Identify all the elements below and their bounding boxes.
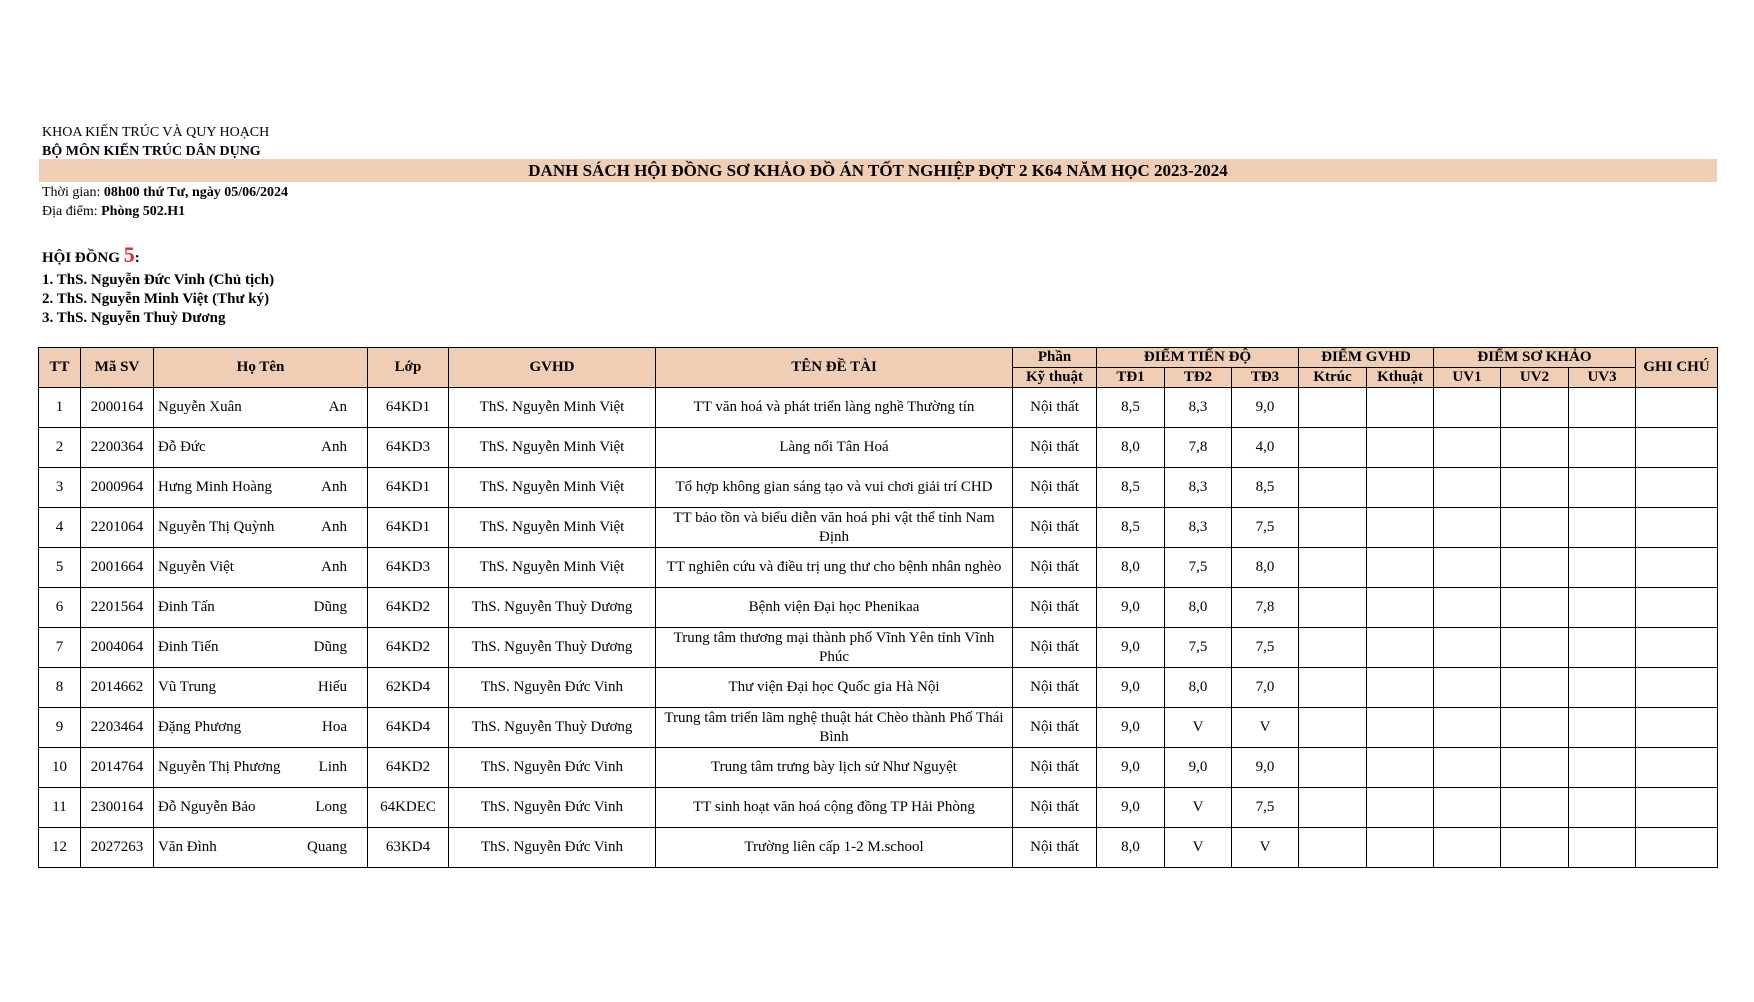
cell-de-tai: TT sinh hoạt văn hoá cộng đồng TP Hải Phòng [656, 788, 1013, 828]
cell-td1: 9,0 [1097, 628, 1165, 668]
table-body [39, 388, 1718, 868]
cell-td2: V [1165, 828, 1232, 868]
cell-ghi-chu [1636, 588, 1718, 628]
cell-ky-thuat: Nội thất [1013, 828, 1097, 868]
cell-ten: Anh [321, 559, 347, 575]
cell-tt: 10 [39, 748, 81, 788]
cell-ky-thuat: Nội thất [1013, 428, 1097, 468]
cell-td3: 7,5 [1232, 508, 1299, 548]
table-row [39, 428, 1718, 468]
header-ktruc: Ktrúc [1299, 368, 1367, 388]
cell-td2: V [1165, 788, 1232, 828]
cell-tt: 2 [39, 428, 81, 468]
cell-tt: 4 [39, 508, 81, 548]
table-row [39, 548, 1718, 588]
council-member-3: 3. ThS. Nguyễn Thuỳ Dương [42, 310, 226, 326]
cell-lop: 64KD3 [368, 428, 449, 468]
cell-uv3 [1569, 788, 1636, 828]
cell-ho-ten [154, 788, 368, 828]
cell-lop: 64KD1 [368, 468, 449, 508]
cell-ghi-chu [1636, 388, 1718, 428]
cell-ma-sv: 2300164 [81, 788, 154, 828]
cell-ma-sv: 2200364 [81, 428, 154, 468]
cell-ho: Nguyễn Xuân [158, 399, 242, 415]
cell-td2: 7,5 [1165, 548, 1232, 588]
header-td2: TĐ2 [1165, 368, 1232, 388]
cell-td3: 9,0 [1232, 388, 1299, 428]
cell-ktruc [1299, 428, 1367, 468]
cell-td2: 8,3 [1165, 468, 1232, 508]
cell-tt: 5 [39, 548, 81, 588]
header-diem-tien-do: ĐIỂM TIẾN ĐỘ [1097, 348, 1299, 368]
cell-ma-sv: 2027263 [81, 828, 154, 868]
cell-ho: Đinh Tiến [158, 639, 219, 655]
cell-ho-ten [154, 708, 368, 748]
cell-uv3 [1569, 668, 1636, 708]
cell-ktruc [1299, 388, 1367, 428]
cell-ky-thuat: Nội thất [1013, 588, 1097, 628]
cell-uv1 [1434, 468, 1501, 508]
cell-lop: 64KD3 [368, 548, 449, 588]
header-diem-gvhd: ĐIỂM GVHD [1299, 348, 1434, 368]
council-number: 5 [123, 242, 135, 267]
cell-td2: 7,8 [1165, 428, 1232, 468]
cell-ghi-chu [1636, 628, 1718, 668]
header-uv2: UV2 [1501, 368, 1569, 388]
cell-ktruc [1299, 748, 1367, 788]
cell-ghi-chu [1636, 748, 1718, 788]
cell-de-tai: TT văn hoá và phát triển làng nghề Thường tín [656, 388, 1013, 428]
cell-ky-thuat: Nội thất [1013, 388, 1097, 428]
cell-uv1 [1434, 788, 1501, 828]
cell-ho-ten [154, 668, 368, 708]
cell-uv3 [1569, 628, 1636, 668]
cell-uv3 [1569, 548, 1636, 588]
cell-ghi-chu [1636, 548, 1718, 588]
cell-gvhd: ThS. Nguyễn Minh Việt [449, 388, 656, 428]
cell-td3: 7,5 [1232, 788, 1299, 828]
cell-td3: 7,5 [1232, 628, 1299, 668]
cell-de-tai: Thư viện Đại học Quốc gia Hà Nội [656, 668, 1013, 708]
place-label: Địa điểm: [42, 204, 102, 219]
cell-ktruc [1299, 828, 1367, 868]
student-table [38, 347, 1718, 868]
cell-td3: 7,8 [1232, 588, 1299, 628]
cell-uv2 [1501, 828, 1569, 868]
cell-lop: 63KD4 [368, 828, 449, 868]
cell-td2: 9,0 [1165, 748, 1232, 788]
cell-ho: Nguyễn Thị Phương [158, 759, 281, 775]
cell-ho-ten [154, 468, 368, 508]
cell-uv2 [1501, 788, 1569, 828]
cell-td1: 8,5 [1097, 468, 1165, 508]
cell-ho: Đặng Phương [158, 719, 242, 735]
cell-gvhd: ThS. Nguyễn Minh Việt [449, 428, 656, 468]
table-row [39, 788, 1718, 828]
cell-ky-thuat: Nội thất [1013, 548, 1097, 588]
cell-td1: 8,0 [1097, 828, 1165, 868]
cell-ho-ten [154, 388, 368, 428]
cell-gvhd: ThS. Nguyễn Đức Vinh [449, 788, 656, 828]
cell-td3: 8,5 [1232, 468, 1299, 508]
cell-ten: Anh [321, 479, 347, 495]
cell-kthuat [1367, 588, 1434, 628]
table-row [39, 828, 1718, 868]
header-kthuat: Kthuật [1367, 368, 1434, 388]
cell-de-tai: TT nghiên cứu và điều trị ung thư cho bệnh nhân nghèo [656, 548, 1013, 588]
table-row [39, 388, 1718, 428]
cell-gvhd: ThS. Nguyễn Thuỳ Dương [449, 628, 656, 668]
council-suffix: : [134, 250, 140, 266]
cell-ho: Nguyễn Việt [158, 559, 234, 575]
cell-uv3 [1569, 508, 1636, 548]
cell-kthuat [1367, 708, 1434, 748]
cell-tt: 11 [39, 788, 81, 828]
cell-td1: 9,0 [1097, 668, 1165, 708]
cell-ma-sv: 2201564 [81, 588, 154, 628]
cell-ktruc [1299, 708, 1367, 748]
cell-ghi-chu [1636, 508, 1718, 548]
cell-tt: 6 [39, 588, 81, 628]
council-label: HỘI ĐỒNG [42, 250, 124, 266]
department-name: KHOA KIẾN TRÚC VÀ QUY HOẠCH [42, 125, 270, 140]
cell-ho-ten [154, 428, 368, 468]
table-row [39, 668, 1718, 708]
cell-td2: V [1165, 708, 1232, 748]
cell-ky-thuat: Nội thất [1013, 788, 1097, 828]
cell-tt: 12 [39, 828, 81, 868]
header-tt: TT [39, 348, 81, 388]
cell-ten: Anh [321, 519, 347, 535]
cell-td1: 9,0 [1097, 588, 1165, 628]
cell-de-tai: Trung tâm triển lãm nghệ thuật hát Chèo thành Phố Thái Bình [656, 708, 1013, 748]
cell-uv2 [1501, 588, 1569, 628]
cell-uv1 [1434, 508, 1501, 548]
cell-uv2 [1501, 468, 1569, 508]
cell-td2: 8,3 [1165, 388, 1232, 428]
cell-td2: 7,5 [1165, 628, 1232, 668]
document-title: DANH SÁCH HỘI ĐỒNG SƠ KHẢO ĐỒ ÁN TỐT NGHIỆP ĐỢT 2 K64 NĂM HỌC 2023-2024 [39, 159, 1717, 182]
cell-ten: Quang [307, 839, 347, 855]
cell-uv1 [1434, 828, 1501, 868]
header-td1: TĐ1 [1097, 368, 1165, 388]
header-diem-so-khao: ĐIỂM SƠ KHẢO [1434, 348, 1636, 368]
cell-uv2 [1501, 428, 1569, 468]
cell-kthuat [1367, 548, 1434, 588]
cell-ho-ten [154, 828, 368, 868]
cell-ky-thuat: Nội thất [1013, 748, 1097, 788]
cell-tt: 7 [39, 628, 81, 668]
cell-ho-ten [154, 548, 368, 588]
cell-gvhd: ThS. Nguyễn Thuỳ Dương [449, 588, 656, 628]
council-member-1: 1. ThS. Nguyễn Đức Vinh (Chủ tịch) [42, 272, 275, 288]
cell-ma-sv: 2203464 [81, 708, 154, 748]
cell-ky-thuat: Nội thất [1013, 628, 1097, 668]
cell-td1: 9,0 [1097, 708, 1165, 748]
cell-ho: Vũ Trung [158, 679, 216, 695]
cell-ktruc [1299, 468, 1367, 508]
cell-ghi-chu [1636, 428, 1718, 468]
cell-uv3 [1569, 828, 1636, 868]
cell-ho-ten [154, 508, 368, 548]
table-row [39, 628, 1718, 668]
cell-ma-sv: 2000164 [81, 388, 154, 428]
cell-ghi-chu [1636, 788, 1718, 828]
time-value: 08h00 thứ Tư, ngày 05/06/2024 [103, 185, 289, 200]
cell-uv2 [1501, 548, 1569, 588]
cell-de-tai: Tổ hợp không gian sáng tạo và vui chơi giải trí CHD [656, 468, 1013, 508]
cell-ten: An [328, 399, 347, 415]
cell-lop: 64KD4 [368, 708, 449, 748]
cell-gvhd: ThS. Nguyễn Thuỳ Dương [449, 708, 656, 748]
table-header [39, 348, 1718, 388]
cell-de-tai: Trung tâm thương mại thành phố Vĩnh Yên tỉnh Vĩnh Phúc [656, 628, 1013, 668]
cell-td3: 7,0 [1232, 668, 1299, 708]
cell-ho: Đinh Tấn [158, 599, 215, 615]
cell-kthuat [1367, 508, 1434, 548]
cell-ky-thuat: Nội thất [1013, 708, 1097, 748]
time-label: Thời gian: [42, 185, 104, 200]
cell-ghi-chu [1636, 828, 1718, 868]
cell-kthuat [1367, 788, 1434, 828]
cell-ten: Dũng [313, 639, 347, 655]
cell-kthuat [1367, 628, 1434, 668]
place-line [42, 203, 185, 220]
table-row [39, 748, 1718, 788]
cell-de-tai: Bệnh viện Đại học Phenikaa [656, 588, 1013, 628]
cell-ktruc [1299, 508, 1367, 548]
cell-ten: Hiếu [317, 679, 347, 695]
cell-ma-sv: 2014662 [81, 668, 154, 708]
cell-ky-thuat: Nội thất [1013, 668, 1097, 708]
cell-ma-sv: 2004064 [81, 628, 154, 668]
cell-ten: Dũng [313, 599, 347, 615]
cell-ho: Đỗ Đức [158, 439, 206, 455]
cell-uv1 [1434, 588, 1501, 628]
cell-ho-ten [154, 628, 368, 668]
cell-ktruc [1299, 588, 1367, 628]
cell-lop: 62KD4 [368, 668, 449, 708]
cell-ktruc [1299, 668, 1367, 708]
cell-ho: Văn Đình [158, 839, 217, 855]
cell-tt: 3 [39, 468, 81, 508]
cell-ho-ten [154, 748, 368, 788]
cell-ho: Hưng Minh Hoàng [158, 479, 272, 495]
table-row [39, 588, 1718, 628]
cell-uv1 [1434, 628, 1501, 668]
header-uv3: UV3 [1569, 368, 1636, 388]
cell-uv1 [1434, 428, 1501, 468]
cell-ghi-chu [1636, 668, 1718, 708]
cell-ten: Long [315, 799, 347, 815]
cell-gvhd: ThS. Nguyễn Minh Việt [449, 468, 656, 508]
cell-de-tai: Làng nổi Tân Hoá [656, 428, 1013, 468]
cell-uv3 [1569, 428, 1636, 468]
council-title [42, 242, 140, 268]
cell-kthuat [1367, 748, 1434, 788]
cell-td3: V [1232, 828, 1299, 868]
cell-tt: 8 [39, 668, 81, 708]
cell-ma-sv: 2000964 [81, 468, 154, 508]
cell-td2: 8,0 [1165, 588, 1232, 628]
cell-uv2 [1501, 708, 1569, 748]
cell-uv2 [1501, 388, 1569, 428]
cell-ma-sv: 2001664 [81, 548, 154, 588]
cell-uv3 [1569, 588, 1636, 628]
cell-td3: V [1232, 708, 1299, 748]
cell-gvhd: ThS. Nguyễn Đức Vinh [449, 668, 656, 708]
cell-td3: 9,0 [1232, 748, 1299, 788]
cell-td1: 8,0 [1097, 428, 1165, 468]
table-row [39, 508, 1718, 548]
cell-ktruc [1299, 788, 1367, 828]
subdepartment-name: BỘ MÔN KIẾN TRÚC DÂN DỤNG [42, 144, 261, 159]
cell-gvhd: ThS. Nguyễn Minh Việt [449, 508, 656, 548]
cell-uv3 [1569, 388, 1636, 428]
cell-ten: Linh [318, 759, 347, 775]
cell-lop: 64KD2 [368, 628, 449, 668]
table-row [39, 468, 1718, 508]
cell-td3: 8,0 [1232, 548, 1299, 588]
cell-ma-sv: 2014764 [81, 748, 154, 788]
cell-uv1 [1434, 748, 1501, 788]
cell-lop: 64KD1 [368, 388, 449, 428]
cell-kthuat [1367, 828, 1434, 868]
cell-ktruc [1299, 548, 1367, 588]
header-uv1: UV1 [1434, 368, 1501, 388]
cell-lop: 64KDEC [368, 788, 449, 828]
header-ky-thuat: Kỹ thuật [1013, 368, 1097, 388]
header-lop: Lớp [368, 348, 449, 388]
cell-uv3 [1569, 708, 1636, 748]
place-value: Phòng 502.H1 [101, 204, 186, 219]
cell-uv3 [1569, 468, 1636, 508]
header-ma-sv: Mã SV [81, 348, 154, 388]
cell-ho-ten [154, 588, 368, 628]
cell-uv1 [1434, 548, 1501, 588]
cell-gvhd: ThS. Nguyễn Đức Vinh [449, 748, 656, 788]
header-gvhd: GVHD [449, 348, 656, 388]
cell-kthuat [1367, 428, 1434, 468]
table-row [39, 708, 1718, 748]
cell-td2: 8,0 [1165, 668, 1232, 708]
cell-kthuat [1367, 388, 1434, 428]
cell-lop: 64KD1 [368, 508, 449, 548]
time-line [42, 184, 288, 201]
cell-ktruc [1299, 628, 1367, 668]
cell-tt: 1 [39, 388, 81, 428]
header-ho-ten: Họ Tên [154, 348, 368, 388]
council-member-2: 2. ThS. Nguyễn Minh Việt (Thư ký) [42, 291, 270, 307]
cell-kthuat [1367, 668, 1434, 708]
cell-ma-sv: 2201064 [81, 508, 154, 548]
cell-de-tai: TT bảo tồn và biểu diễn văn hoá phi vật thể tỉnh Nam Định [656, 508, 1013, 548]
cell-tt: 9 [39, 708, 81, 748]
cell-uv2 [1501, 748, 1569, 788]
cell-td1: 8,5 [1097, 508, 1165, 548]
cell-uv3 [1569, 748, 1636, 788]
cell-de-tai: Trường liên cấp 1-2 M.school [656, 828, 1013, 868]
cell-td1: 9,0 [1097, 788, 1165, 828]
cell-td1: 8,0 [1097, 548, 1165, 588]
cell-uv1 [1434, 708, 1501, 748]
cell-uv1 [1434, 668, 1501, 708]
cell-ten: Hoa [322, 719, 347, 735]
cell-ky-thuat: Nội thất [1013, 468, 1097, 508]
cell-uv2 [1501, 668, 1569, 708]
header-ten-de-tai: TÊN ĐỀ TÀI [656, 348, 1013, 388]
header-td3: TĐ3 [1232, 368, 1299, 388]
cell-td1: 8,5 [1097, 388, 1165, 428]
cell-uv1 [1434, 388, 1501, 428]
cell-ky-thuat: Nội thất [1013, 508, 1097, 548]
cell-kthuat [1367, 468, 1434, 508]
cell-ten: Anh [321, 439, 347, 455]
cell-ho: Đỗ Nguyễn Bảo [158, 799, 256, 815]
cell-lop: 64KD2 [368, 588, 449, 628]
cell-ho: Nguyễn Thị Quỳnh [158, 519, 275, 535]
cell-gvhd: ThS. Nguyễn Đức Vinh [449, 828, 656, 868]
cell-lop: 64KD2 [368, 748, 449, 788]
cell-ghi-chu [1636, 468, 1718, 508]
cell-td2: 8,3 [1165, 508, 1232, 548]
cell-gvhd: ThS. Nguyễn Minh Việt [449, 548, 656, 588]
cell-td3: 4,0 [1232, 428, 1299, 468]
cell-td1: 9,0 [1097, 748, 1165, 788]
cell-de-tai: Trung tâm trưng bày lịch sử Như Nguyệt [656, 748, 1013, 788]
header-phan: Phần [1013, 348, 1097, 368]
cell-uv2 [1501, 508, 1569, 548]
cell-ghi-chu [1636, 708, 1718, 748]
cell-uv2 [1501, 628, 1569, 668]
header-ghi-chu: GHI CHÚ [1636, 348, 1718, 388]
